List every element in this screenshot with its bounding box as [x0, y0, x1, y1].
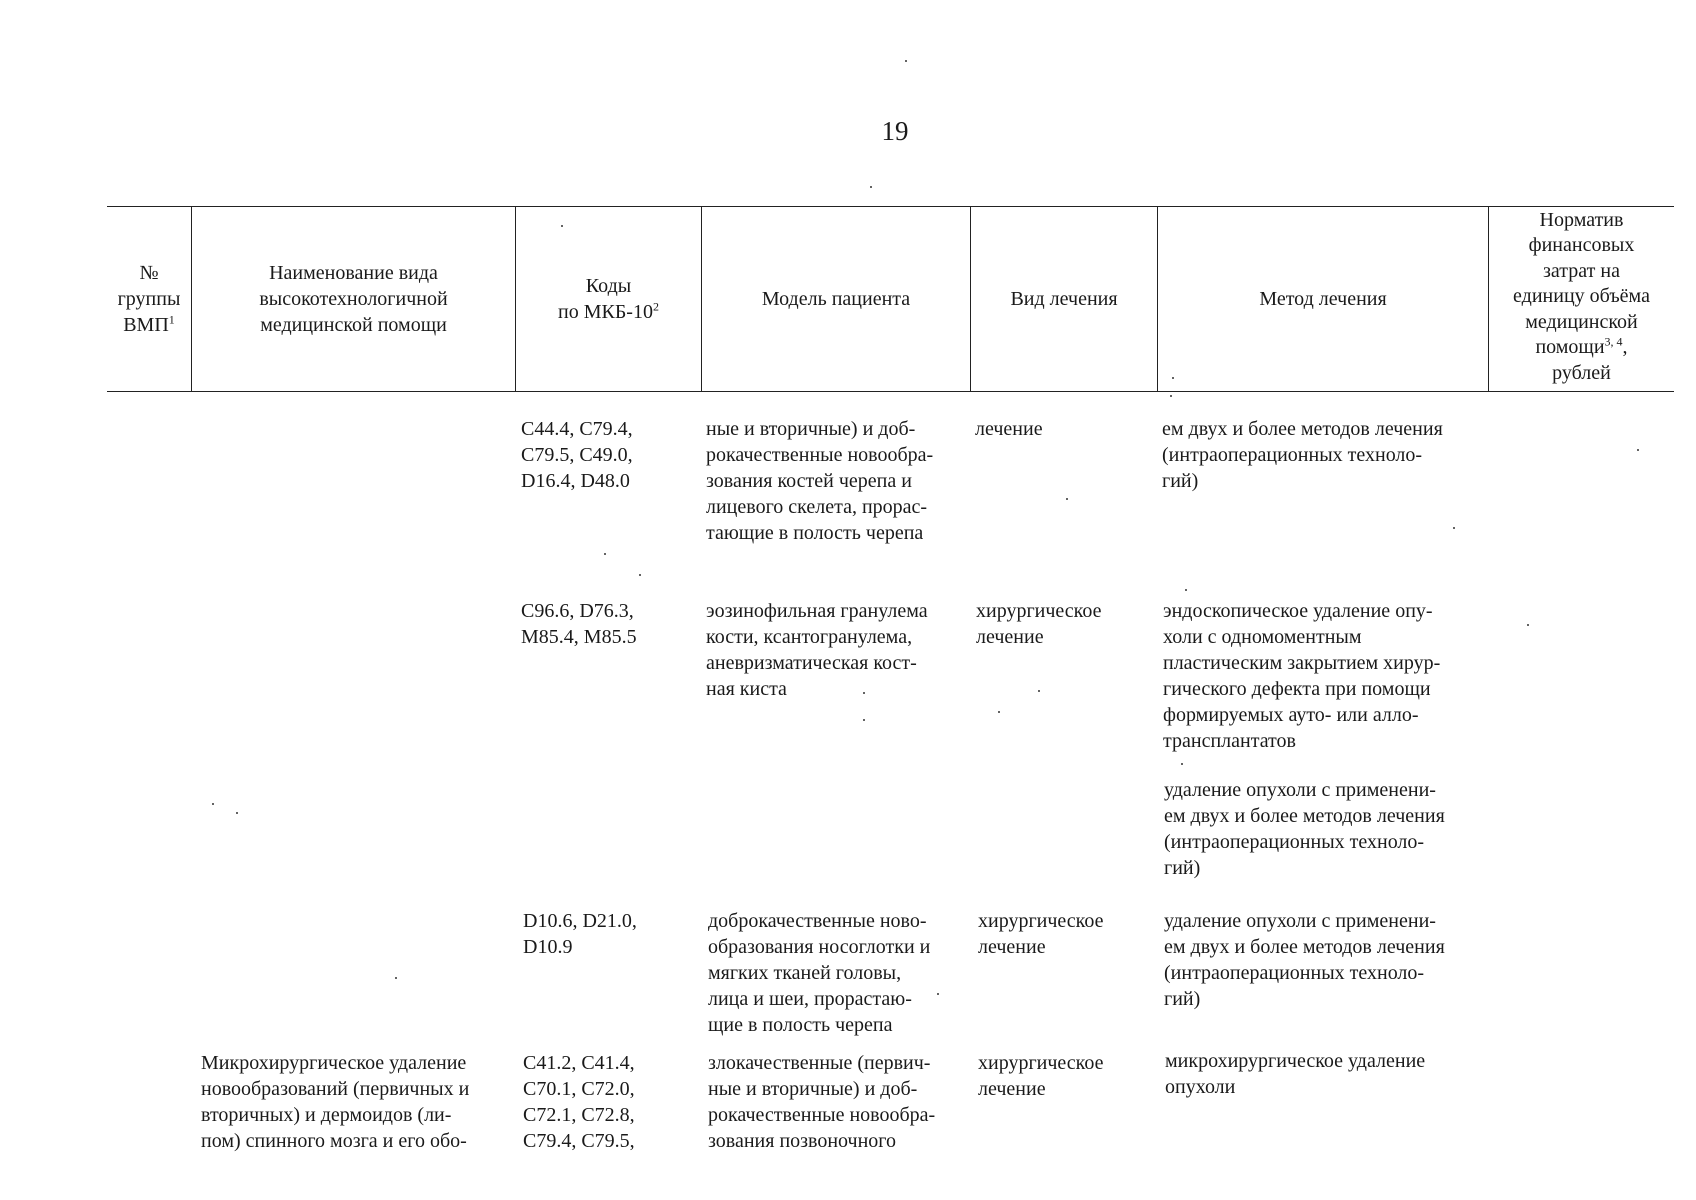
row-3-model-line-5: щие в полость черепа: [708, 1014, 893, 1036]
row-4-treatment-line-1: хирургическое: [978, 1052, 1104, 1074]
row-4-method: [1165, 1048, 1425, 1100]
row-1-model-line-4: лицевого скелета, прорас-: [706, 496, 928, 518]
row-2-model-line-1: эозинофильная гранулема: [706, 600, 928, 622]
row-4-name-line-3: вторичных) и дермоидов (ли-: [201, 1104, 452, 1126]
row-2-treatment: [976, 598, 1101, 650]
header-care-type-line-2: высокотехнологичной: [259, 288, 448, 310]
row-4-codes-line-2: C70.1, C72.0,: [523, 1078, 635, 1100]
row-4-codes-line-1: C41.2, C41.4,: [523, 1052, 635, 1074]
header-group-line-1: №: [139, 262, 159, 284]
scan-speck: [1527, 624, 1529, 626]
row-3-treatment-line-2: лечение: [978, 936, 1046, 958]
row-4-method-line-2: опухоли: [1165, 1076, 1236, 1098]
header-norm-line-7: рублей: [1552, 361, 1611, 384]
row-2-method-alt: [1164, 777, 1445, 881]
row-2-method-alt-line-4: гий): [1164, 857, 1201, 879]
row-3-treatment: [978, 908, 1103, 960]
row-3-method-line-2: ем двух и более методов лечения: [1164, 936, 1445, 958]
scan-speck: [561, 225, 563, 227]
row-1-model-line-1: ные и вторичные) и доб-: [706, 418, 916, 440]
row-1-treatment-line-1: лечение: [975, 418, 1043, 440]
row-1-method-line-2: (интраоперационных техноло-: [1162, 444, 1423, 466]
scan-speck: [1453, 527, 1455, 529]
scan-speck: [1170, 395, 1172, 397]
header-care-type-line-1: Наименование вида: [269, 262, 438, 284]
row-2-method-alt-line-3: (интраоперационных техноло-: [1164, 831, 1425, 853]
row-1-treatment: [975, 416, 1043, 442]
scan-speck: [863, 692, 865, 694]
row-2-codes: [521, 598, 637, 650]
scan-speck: [604, 553, 606, 555]
row-4-treatment: [978, 1050, 1103, 1102]
header-bottom-border: [107, 391, 1674, 392]
scan-speck: [1066, 498, 1068, 500]
row-4-model-line-4: зования позвоночного: [708, 1130, 897, 1152]
row-2-model-line-2: кости, ксантогранулема,: [706, 626, 913, 648]
row-1-model-line-2: рокачественные новообра-: [706, 444, 934, 466]
row-4-name-line-4: пом) спинного мозга и его обо-: [201, 1130, 467, 1152]
scan-speck: [212, 803, 214, 805]
scan-speck: [1038, 690, 1040, 692]
row-1-codes-line-2: C79.5, C49.0,: [521, 444, 633, 466]
row-1-codes-line-1: C44.4, C79.4,: [521, 418, 633, 440]
header-group-number: [107, 207, 191, 391]
header-treatment-type: [971, 207, 1157, 391]
row-3-model: [708, 908, 930, 1038]
header-norm-line-5: медицинской: [1525, 310, 1638, 333]
header-norm-line-6: помощи: [1535, 336, 1605, 359]
header-codes-line-1: Коды: [585, 275, 632, 297]
scan-speck: [395, 977, 397, 979]
row-3-codes-line-2: D10.9: [523, 936, 573, 958]
row-4-model: [708, 1050, 935, 1154]
row-1-method: [1162, 416, 1443, 494]
header-norm-line-4: единицу объёма: [1513, 285, 1650, 308]
header-norm-comma: ,: [1622, 336, 1628, 359]
row-4-method-line-1: микрохирургическое удаление: [1165, 1050, 1426, 1072]
row-3-model-line-1: доброкачественные ново-: [708, 910, 927, 932]
row-4-model-line-1: злокачественные (первич-: [708, 1052, 931, 1074]
row-4-codes-line-3: C72.1, C72.8,: [523, 1104, 635, 1126]
scan-speck: [1637, 449, 1639, 451]
footnote-ref-2: 2: [652, 299, 659, 314]
row-2-method-line-6: трансплантатов: [1163, 730, 1296, 752]
header-treatment-method-label: Метод лечения: [1259, 288, 1387, 310]
row-2-method-line-2: холи с одномоментным: [1163, 626, 1362, 648]
row-1-method-line-3: гий): [1162, 470, 1199, 492]
header-norm-line-2: финансовых: [1528, 234, 1635, 257]
footnote-ref-1: 1: [168, 312, 175, 327]
row-1-model-line-5: тающие в полость черепа: [706, 522, 924, 544]
scan-speck: [905, 60, 907, 62]
row-3-model-line-3: мягких тканей головы,: [708, 962, 902, 984]
row-4-name-line-1: Микрохирургическое удаление: [201, 1052, 467, 1074]
row-4-codes: [523, 1050, 635, 1154]
row-1-method-line-1: ем двух и более методов лечения: [1162, 418, 1443, 440]
row-4-name-line-2: новообразований (первичных и: [201, 1078, 470, 1100]
row-1-model-line-3: зования костей черепа и: [706, 470, 912, 492]
header-group-line-3: ВМП: [123, 314, 169, 336]
row-3-method-line-3: (интраоперационных техноло-: [1164, 962, 1425, 984]
header-treatment-type-label: Вид лечения: [1010, 288, 1118, 310]
row-4-model-line-3: рокачественные новообра-: [708, 1104, 936, 1126]
row-3-codes: [523, 908, 637, 960]
scan-speck: [1172, 377, 1174, 379]
scan-speck: [1181, 763, 1183, 765]
row-3-model-line-2: образования носоглотки и: [708, 936, 931, 958]
scan-speck: [870, 186, 872, 188]
row-3-method-line-1: удаление опухоли с применени-: [1164, 910, 1436, 932]
row-2-codes-line-1: C96.6, D76.3,: [521, 600, 634, 622]
header-norm-line-3: затрат на: [1543, 259, 1620, 282]
scan-speck: [998, 711, 1000, 713]
scan-speck: [1185, 589, 1187, 591]
row-4-codes-line-4: C79.4, C79.5,: [523, 1130, 635, 1152]
row-4-model-line-2: ные и вторичные) и доб-: [708, 1078, 918, 1100]
row-1-model: [706, 416, 933, 546]
row-1-codes: [521, 416, 633, 494]
row-3-codes-line-1: D10.6, D21.0,: [523, 910, 637, 932]
header-care-type: [192, 207, 515, 391]
row-2-method-alt-line-2: ем двух и более методов лечения: [1164, 805, 1445, 827]
row-2-model-line-4: ная киста: [706, 678, 787, 700]
row-2-treatment-line-1: хирургическое: [976, 600, 1102, 622]
scan-speck: [937, 993, 939, 995]
scan-speck: [863, 719, 865, 721]
row-4-care-type: [201, 1050, 469, 1154]
row-3-treatment-line-1: хирургическое: [978, 910, 1104, 932]
row-2-method-line-5: формируемых ауто- или алло-: [1163, 704, 1419, 726]
header-patient-model: [702, 207, 970, 391]
header-codes-line-2: по МКБ-10: [558, 301, 653, 323]
row-2-method-line-1: эндоскопическое удаление опу-: [1163, 600, 1433, 622]
header-financial-norm: [1489, 204, 1674, 390]
header-care-type-line-3: медицинской помощи: [260, 314, 447, 336]
row-2-method-line-3: пластическим закрытием хирур-: [1163, 652, 1441, 674]
row-2-treatment-line-2: лечение: [976, 626, 1044, 648]
header-icd-codes: [516, 207, 701, 391]
header-group-line-2: группы: [117, 288, 181, 310]
header-patient-model-label: Модель пациента: [761, 288, 911, 310]
row-2-method-alt-line-1: удаление опухоли с применени-: [1164, 779, 1436, 801]
scan-speck: [236, 812, 238, 814]
footnote-ref-3-4: 3, 4: [1604, 334, 1623, 349]
row-2-method: [1163, 598, 1440, 754]
page-number: 19: [881, 116, 909, 146]
row-1-codes-line-3: D16.4, D48.0: [521, 470, 630, 492]
row-4-treatment-line-2: лечение: [978, 1078, 1046, 1100]
row-3-model-line-4: лица и шеи, прорастаю-: [708, 988, 912, 1010]
row-2-method-line-4: гического дефекта при помощи: [1163, 678, 1431, 700]
scan-speck: [639, 574, 641, 576]
row-2-model-line-3: аневризматическая кост-: [706, 652, 917, 674]
row-3-method: [1164, 908, 1445, 1012]
row-2-codes-line-2: M85.4, M85.5: [521, 626, 637, 648]
header-norm-line-1: Норматив: [1539, 208, 1624, 231]
row-2-model: [706, 598, 928, 702]
row-3-method-line-4: гий): [1164, 988, 1201, 1010]
header-treatment-method: [1158, 207, 1488, 391]
